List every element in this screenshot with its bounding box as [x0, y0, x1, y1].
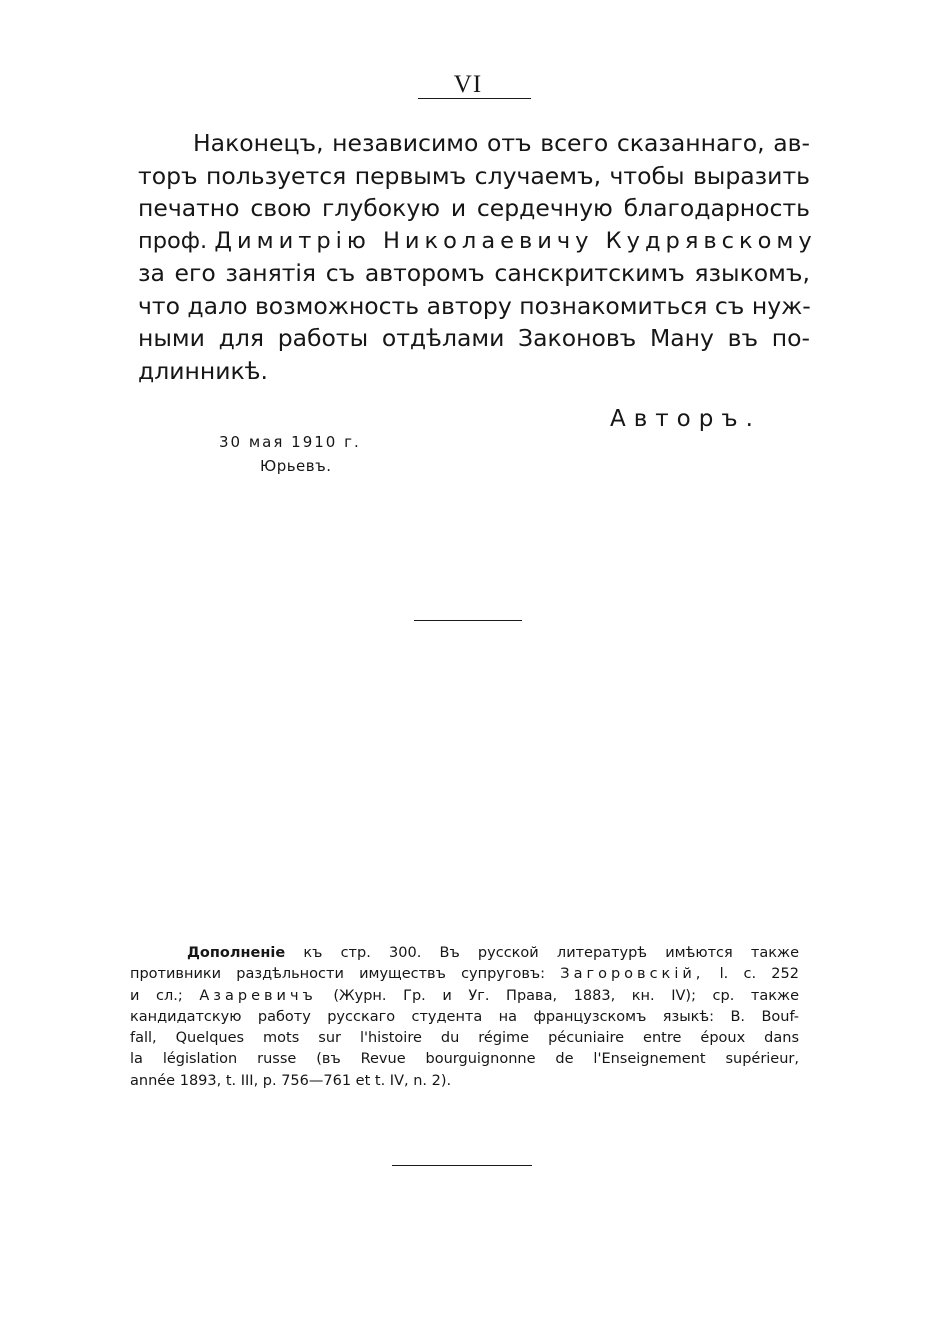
footnote-label: Дополненіе [187, 945, 286, 961]
addendum-footnote [130, 943, 799, 1092]
cited-author-name: Загоровскій, [560, 966, 705, 983]
footnote-text: l. c. 252 [719, 966, 799, 983]
footnote-line: fall, Quelques mots sur l'histoire du régime pécuniaire entre époux dans [130, 1030, 799, 1047]
footnote-text: (Журн. Гр. и Уг. Права, 1883, кн. IV); ср. также [333, 987, 799, 1004]
section-divider [414, 620, 522, 621]
footnote-line: la législation russe (въ Revue bourguignonne de l'Enseignement supérieur, [130, 1051, 799, 1068]
professor-name: Димитрію Николаевичу Кудрявскому [214, 227, 817, 254]
preface-paragraph [138, 127, 817, 387]
paragraph-line: печатно свою глубокую и сердечную благодарность [138, 194, 810, 222]
page-number-underline [418, 98, 531, 99]
paragraph-line: ными для работы отдѣлами Законовъ Ману въ по- [138, 324, 810, 352]
footnote-text: и сл.; [130, 987, 183, 1004]
footnote-line: кандидатскую работу русскаго студента на французскомъ языкѣ: B. Bouf- [130, 1008, 799, 1025]
paragraph-line: Наконецъ, независимо отъ всего сказаннаго, ав- [193, 129, 810, 157]
footnote-line: année 1893, t. III, p. 756—761 et t. IV, n. 2). [130, 1072, 452, 1089]
author-signature: Авторъ. [610, 406, 761, 432]
cited-author-name: Азаревичъ [199, 987, 317, 1004]
paragraph-line: торъ пользуется первымъ случаемъ, чтобы выразить [138, 161, 810, 190]
footnote-line [130, 986, 799, 1007]
paragraph-line: за его занятія съ авторомъ санскритскимъ языкомъ, [138, 259, 810, 287]
footnote-text: къ стр. 300. Въ русской литературѣ имѣются также [303, 945, 799, 961]
paragraph-line: длинникѣ. [138, 356, 268, 385]
page-number: VI [453, 71, 483, 98]
footnote-text: противники раздѣльности имуществъ супруговъ: [130, 966, 546, 983]
paragraph-line-with-name [138, 225, 817, 258]
paragraph-line: что дало возможность автору познакомиться съ нуж- [138, 291, 811, 320]
place-line: Юрьевъ. [260, 457, 332, 475]
footnote-line [130, 964, 799, 985]
date-line: 30 мая 1910 г. [219, 433, 361, 451]
closing-divider [392, 1165, 532, 1166]
title-abbreviation: проф. [138, 227, 208, 254]
footnote-line [130, 943, 799, 964]
